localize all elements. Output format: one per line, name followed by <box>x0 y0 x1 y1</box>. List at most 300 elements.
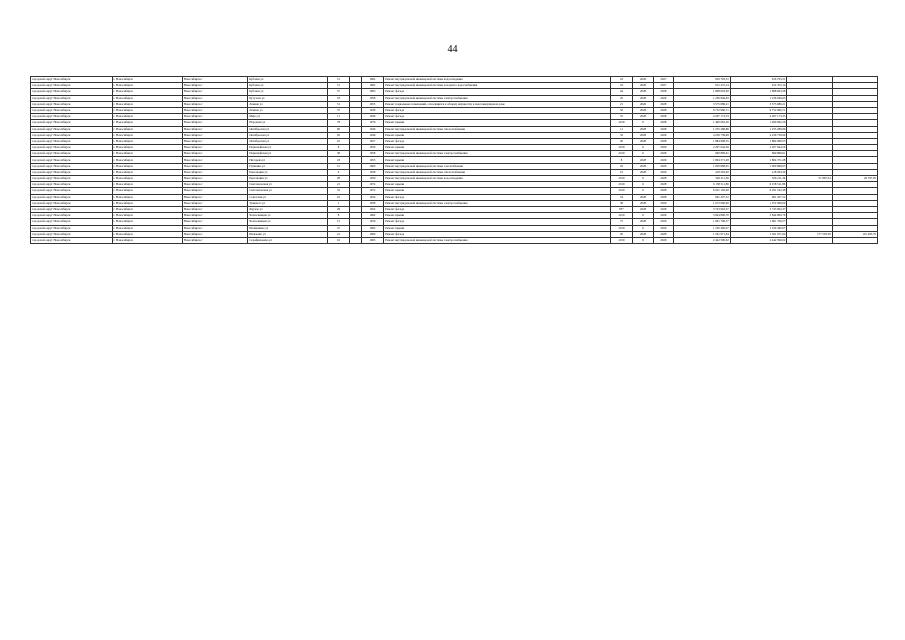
table-cell: 1 661 706,57 <box>730 219 787 225</box>
table-cell: Первомайская ул <box>248 145 327 151</box>
table-cell: Новосибирск г <box>182 107 248 113</box>
table-cell: 16 <box>327 237 350 243</box>
table-cell: 32 <box>610 132 633 138</box>
table-cell: 1 490 062,26 <box>674 120 731 126</box>
table-cell: Ремонт внутридомовой инженерной системы водоотведения <box>384 77 610 83</box>
table-cell: 37 <box>327 107 350 113</box>
table-cell: Ремонт внутридомовой инженерной системы теплоснабжения <box>384 169 610 175</box>
table-cell: городской округ Новосибирск <box>31 151 113 157</box>
table-cell: Ремонт внутридомовой инженерной системы электроснабжения <box>384 237 610 243</box>
table-cell: 32 <box>327 188 350 194</box>
table-cell: 3 844 800,70 <box>674 213 731 219</box>
table-cell: 4 239 739,99 <box>674 132 731 138</box>
table-cell: Челюскинцев ул <box>248 213 327 219</box>
table-cell: 6 <box>633 225 653 231</box>
table-cell: 1 884 998,55 <box>730 138 787 144</box>
table-cell <box>832 237 877 243</box>
table-cell: Новосибирск г <box>182 157 248 163</box>
table-cell: Ремонт внутридомовой инженерной системы электроснабжения <box>384 200 610 206</box>
table-cell: 36 <box>327 151 350 157</box>
table-cell: Советская ул <box>248 194 327 200</box>
table-cell: 1 898 603,28 <box>674 89 731 95</box>
table-cell: Ремонт фасада <box>384 114 610 120</box>
table-cell: 1 255 286,86 <box>730 126 787 132</box>
table-cell: городской округ Новосибирск <box>31 138 113 144</box>
table-cell: 36 <box>610 200 633 206</box>
table-cell: Новосибирск г <box>182 138 248 144</box>
table-cell: 1958 <box>361 200 384 206</box>
table-cell: 2019 <box>610 176 633 182</box>
table-cell: 2028 <box>633 219 653 225</box>
table-cell: 21 <box>327 182 350 188</box>
table-cell: 2028 <box>653 89 673 95</box>
table-cell: 2026 <box>633 83 653 89</box>
table-cell: 2019 <box>610 225 633 231</box>
table-cell: Первомайская ул <box>248 151 327 157</box>
table-cell: Ремонт фасада <box>384 138 610 144</box>
table-cell: городской округ Новосибирск <box>31 182 113 188</box>
table-cell: Новосибирск г <box>182 132 248 138</box>
table-cell: 8 <box>327 213 350 219</box>
table-cell: городской округ Новосибирск <box>31 219 113 225</box>
table-cell: 61 <box>610 169 633 175</box>
table-cell: 912 472,14 <box>674 83 731 89</box>
table-cell: 11 <box>327 114 350 120</box>
table-cell: 4 267 173,33 <box>674 114 731 120</box>
table-cell: 1 561 971,64 <box>674 231 731 237</box>
table-cell: 1 255 286,86 <box>674 126 731 132</box>
table-cell: 2026 <box>633 101 653 107</box>
table-cell: 6 <box>633 151 653 157</box>
table-cell: 6 <box>633 188 653 194</box>
table-cell: 2 207 644,56 <box>674 145 731 151</box>
table-cell: г. Новосибирск <box>112 151 182 157</box>
table-cell: Новосибирск г <box>182 169 248 175</box>
table-cell: 1 884 998,55 <box>674 138 731 144</box>
table-cell: 2029 <box>653 225 673 231</box>
table-cell: Ремонт крыши <box>384 157 610 163</box>
table-cell: 2028 <box>633 169 653 175</box>
table-cell: Новосибирск г <box>182 176 248 182</box>
table-cell: г. Новосибирск <box>112 200 182 206</box>
table-cell: 1955 <box>361 101 384 107</box>
table-cell: 1 898 603,28 <box>730 89 787 95</box>
table-cell: г. Новосибирск <box>112 237 182 243</box>
table-cell: Новосибирск г <box>182 225 248 231</box>
table-cell: Новосибирск г <box>182 182 248 188</box>
table-cell: 1939 <box>361 107 384 113</box>
table-cell: Писарева ул <box>248 157 327 163</box>
table-cell: 16 <box>327 194 350 200</box>
table-cell: 1960 <box>361 231 384 237</box>
table-cell: городской округ Новосибирск <box>31 95 113 101</box>
table-cell: Ремонт фасада <box>384 107 610 113</box>
table-cell: 690 869,61 <box>730 151 787 157</box>
table-cell: 2028 <box>633 231 653 237</box>
table-cell: 2028 <box>633 89 653 95</box>
table-cell: 2028 <box>653 107 673 113</box>
table-cell: городской округ Новосибирск <box>31 206 113 212</box>
table-cell: 2 442 590,02 <box>730 237 787 243</box>
table-cell: Ремонт внутридомовой инженерной системы газоснабжения <box>384 163 610 169</box>
table-cell: 6 <box>633 182 653 188</box>
table-cell: 2019 <box>610 182 633 188</box>
table-cell: Революции ул <box>248 169 327 175</box>
table-cell: 2 207 644,56 <box>730 145 787 151</box>
table-cell: 55 <box>610 114 633 120</box>
table-cell: 2028 <box>653 182 673 188</box>
table-cell: 43 <box>610 163 633 169</box>
table-cell: 1 236 946,63 <box>730 95 787 101</box>
table-cell: 2019 <box>610 213 633 219</box>
table-cell: Октябрьская ул <box>248 138 327 144</box>
table-cell: 1946 <box>361 126 384 132</box>
table-cell: 1959 <box>361 145 384 151</box>
table-cell: 50 <box>610 107 633 113</box>
table-cell: 2028 <box>653 114 673 120</box>
table-cell: 6 <box>633 176 653 182</box>
table-cell: Шевченко ул <box>248 231 327 237</box>
table-cell: 2029 <box>653 219 673 225</box>
table-cell: 51 <box>327 101 350 107</box>
table-cell: Ремонт подвальных помещений, относящихся к общему имуществу в многоквартирном доме <box>384 101 610 107</box>
table-cell: Ремонт крыши <box>384 188 610 194</box>
table-cell: Ремонт крыши <box>384 182 610 188</box>
table-cell: 8 <box>610 157 633 163</box>
table-cell: городской округ Новосибирск <box>31 163 113 169</box>
table-cell: 816 793,51 <box>674 77 731 83</box>
table-cell: 2028 <box>653 151 673 157</box>
table-cell: 6 752 960,71 <box>674 107 731 113</box>
table-cell: г. Новосибирск <box>112 163 182 169</box>
table-cell: Серафимовича ул <box>248 237 327 243</box>
table-cell: 690 869,61 <box>674 151 731 157</box>
table-cell: 2028 <box>653 231 673 237</box>
table-cell: 1 661 706,57 <box>674 219 731 225</box>
table-cell: 2028 <box>633 114 653 120</box>
table-cell: 1962 <box>361 77 384 83</box>
table-cell: 6 158 511,86 <box>674 182 731 188</box>
table-cell: 1954 <box>361 194 384 200</box>
table-cell: 2028 <box>633 132 653 138</box>
table-cell: городской округ Новосибирск <box>31 145 113 151</box>
table-cell: г. Новосибирск <box>112 132 182 138</box>
table-cell: городской округ Новосибирск <box>31 169 113 175</box>
table-cell: 28 <box>327 206 350 212</box>
table-cell: городской округ Новосибирск <box>31 77 113 83</box>
table-cell: Новосибирск г <box>182 206 248 212</box>
table-cell: Ремонт крыши <box>384 225 610 231</box>
table-cell: городской округ Новосибирск <box>31 157 113 163</box>
table-cell: 1 561 971,64 <box>730 231 787 237</box>
table-cell: 912 472,14 <box>730 83 787 89</box>
table-cell: 1962 <box>361 83 384 89</box>
table-cell: г. Новосибирск <box>112 188 182 194</box>
table-cell: 2028 <box>653 176 673 182</box>
table-cell: 1963 <box>361 89 384 95</box>
table-cell: Ремонт крыши <box>384 145 610 151</box>
table-cell: 1972 <box>361 188 384 194</box>
table-cell: 2029 <box>653 132 673 138</box>
table-cell: 1 804 371,28 <box>730 157 787 163</box>
table-cell: 6 <box>633 237 653 243</box>
table-cell: г. Новосибирск <box>112 182 182 188</box>
table-cell: 1946 <box>361 132 384 138</box>
table-cell: г. Новосибирск <box>112 77 182 83</box>
table-cell: 90 <box>327 126 350 132</box>
table-cell: 44 <box>610 89 633 95</box>
table-cell: Октябрьская ул <box>248 126 327 132</box>
table-cell: городской округ Новосибирск <box>31 237 113 243</box>
table-cell: 1954 <box>361 206 384 212</box>
table-cell: Ремонт фасада <box>384 89 610 95</box>
table-cell: 2027 <box>653 83 673 89</box>
table-cell: 20 <box>610 138 633 144</box>
table-cell: городской округ Новосибирск <box>31 225 113 231</box>
table-cell: городской округ Новосибирск <box>31 120 113 126</box>
table-cell: городской округ Новосибирск <box>31 107 113 113</box>
table-cell: Новосибирск г <box>182 151 248 157</box>
table-cell: 6 <box>633 145 653 151</box>
table-cell: 961 207,52 <box>730 194 787 200</box>
table-cell: 51 897,54 <box>787 176 832 182</box>
table-cell: г. Новосибирск <box>112 126 182 132</box>
table-cell: 2028 <box>653 188 673 194</box>
table-cell: 1976 <box>361 120 384 126</box>
table-cell: 2019 <box>610 188 633 194</box>
table-cell: г. Новосибирск <box>112 213 182 219</box>
table-cell: 11 <box>610 126 633 132</box>
table-cell: Новосибирск г <box>182 114 248 120</box>
table-cell: 15 <box>327 219 350 225</box>
table-cell: Новосибирск г <box>182 89 248 95</box>
table-cell: 78 <box>327 120 350 126</box>
table-cell: 1958 <box>361 169 384 175</box>
table-cell: 1957 <box>361 138 384 144</box>
table-cell: 1955 <box>361 157 384 163</box>
table-cell: 326 211,36 <box>730 176 787 182</box>
table-row <box>31 237 878 243</box>
table-cell: 57 <box>327 89 350 95</box>
table-cell: г. Новосибирск <box>112 231 182 237</box>
table-cell: городской округ Новосибирск <box>31 231 113 237</box>
table-cell: 2028 <box>653 194 673 200</box>
table-cell: 1962 <box>361 213 384 219</box>
table-cell: 3 844 800,70 <box>730 213 787 219</box>
table-cell: г. Новосибирск <box>112 89 182 95</box>
table-cell: 2028 <box>633 107 653 113</box>
table-cell: 2028 <box>633 163 653 169</box>
table-cell: Новосибирск г <box>182 194 248 200</box>
table-cell: 2029 <box>653 200 673 206</box>
table-cell: 1 072 060,00 <box>674 200 731 206</box>
table-cell: Новосибирск г <box>182 101 248 107</box>
table-cell: г. Новосибирск <box>112 219 182 225</box>
table-cell: Ремонт фасада <box>384 206 610 212</box>
table-cell: г. Новосибирск <box>112 120 182 126</box>
page-number: 44 <box>447 44 458 55</box>
table-cell: городской округ Новосибирск <box>31 132 113 138</box>
table-cell: 2028 <box>633 194 653 200</box>
table-cell: Новосибирск г <box>182 219 248 225</box>
table-cell: 15 <box>327 163 350 169</box>
table-cell: 177 503,58 <box>787 231 832 237</box>
table-cell: Ремонт фасада <box>384 219 610 225</box>
table-cell: 1963 <box>361 237 384 243</box>
table-cell: 51 <box>327 83 350 89</box>
table-cell: 18 <box>327 157 350 163</box>
table-cell: городской округ Новосибирск <box>31 176 113 182</box>
table-cell: Ремонт внутридомовой инженерной системы электроснабжения <box>384 151 610 157</box>
table-cell: Ремонт крыши <box>384 213 610 219</box>
table-cell <box>350 237 361 243</box>
table-cell: Новосибирск г <box>182 126 248 132</box>
table-cell: г. Новосибирск <box>112 194 182 200</box>
table-cell: г. Новосибирск <box>112 169 182 175</box>
table-cell: 418 263,20 <box>674 169 731 175</box>
table-cell: 2019 <box>610 145 633 151</box>
table-cell: г. Новосибирск <box>112 145 182 151</box>
table-cell: г. Новосибирск <box>112 225 182 231</box>
table-cell: Пушкина ул <box>248 163 327 169</box>
table-cell: 2029 <box>653 237 673 243</box>
table-cell: Ремонт внутридомовой инженерной системы теплоснабжения <box>384 126 610 132</box>
table-cell: Кубовая ул <box>248 77 327 83</box>
table-cell: 6 752 960,71 <box>730 107 787 113</box>
table-cell: Новосибирск г <box>182 213 248 219</box>
table-cell: г. Новосибирск <box>112 206 182 212</box>
table-cell: Новосибирск г <box>182 231 248 237</box>
table-cell: 326 211,36 <box>674 176 731 182</box>
table-cell: 20 <box>610 231 633 237</box>
table-cell: 1 230 460,07 <box>730 225 787 231</box>
table-cell: 2029 <box>653 169 673 175</box>
table-cell: 3 575 686,21 <box>674 101 731 107</box>
table-cell: 43 <box>610 83 633 89</box>
table-cell: 2019 <box>610 237 633 243</box>
table-cell: 21 <box>610 101 633 107</box>
table-cell: Новосибирск г <box>182 188 248 194</box>
table-cell: городской округ Новосибирск <box>31 194 113 200</box>
table-cell: Ремонт внутридомовой инженерной системы холодного водоснабжения <box>384 83 610 89</box>
table-cell: 1974 <box>361 182 384 188</box>
table-cell: 3 575 686,21 <box>730 101 787 107</box>
table-cell: городской округ Новосибирск <box>31 89 113 95</box>
table-cell: Ремонт фасада <box>384 194 610 200</box>
table-cell: 10 <box>327 138 350 144</box>
table-cell: 75 <box>610 219 633 225</box>
table-cell: Мира ул <box>248 114 327 120</box>
table-cell: Светлановская ул <box>248 182 327 188</box>
table-cell: Ленина ул <box>248 101 327 107</box>
table-cell: Ремонт крыши <box>384 132 610 138</box>
table-cell: Новосибирск г <box>182 95 248 101</box>
table-cell: городской округ Новосибирск <box>31 213 113 219</box>
table-cell: 1956 <box>361 219 384 225</box>
table-cell: 6 <box>633 120 653 126</box>
table-cell: 1958 <box>361 95 384 101</box>
table-cell: Кутузова ул <box>248 95 327 101</box>
table-cell: 21 <box>327 231 350 237</box>
table-cell: 1958 <box>361 151 384 157</box>
table-cell <box>787 237 832 243</box>
table-cell: 6 291 192,48 <box>730 188 787 194</box>
table-cell: г. Новосибирск <box>112 83 182 89</box>
table-cell: Новосибирск г <box>182 145 248 151</box>
table-cell: городской округ Новосибирск <box>31 188 113 194</box>
table-cell: Челюскинцев ул <box>248 219 327 225</box>
table-cell: Новосибирск г <box>182 237 248 243</box>
table-cell: 1 804 371,28 <box>674 157 731 163</box>
table-cell: Ремонт внутридомовой инженерной системы электроснабжения <box>384 95 610 101</box>
table-cell: 6 <box>327 169 350 175</box>
table-cell: 18 <box>327 95 350 101</box>
table-cell: Новосибирск г <box>182 163 248 169</box>
table-cell: 54 <box>610 194 633 200</box>
table-cell: 2019 <box>610 151 633 157</box>
table-cell: 418 263,20 <box>730 169 787 175</box>
table-cell: 2028 <box>653 206 673 212</box>
table-cell: Ленина ул <box>248 107 327 113</box>
table-cell: 2028 <box>633 126 653 132</box>
table-cell: 6 158 511,86 <box>730 182 787 188</box>
table-cell: г. Новосибирск <box>112 114 182 120</box>
table-cell: Новосибирск г <box>182 120 248 126</box>
table-cell: 191 483,70 <box>832 231 877 237</box>
table-cell: 1 230 460,07 <box>674 225 731 231</box>
table-cell: 1960 <box>361 163 384 169</box>
table-cell: 1 000 868,05 <box>730 163 787 169</box>
table-cell: Новосибирск г <box>182 77 248 83</box>
table-cell: 4 239 739,99 <box>730 132 787 138</box>
table-cell: городской округ Новосибирск <box>31 114 113 120</box>
table-cell: 2029 <box>653 213 673 219</box>
table-cell: Новосибирск г <box>182 200 248 206</box>
table-cell: 2028 <box>653 138 673 144</box>
table-cell: 6 291 192,48 <box>674 188 731 194</box>
table-cell: 1959 <box>361 176 384 182</box>
data-table <box>30 76 878 244</box>
table-cell: 1 490 062,26 <box>730 120 787 126</box>
table-cell: 1 236 946,63 <box>674 95 731 101</box>
table-cell: Фрунзе ул <box>248 206 327 212</box>
table-cell: Новосибирск г <box>182 83 248 89</box>
table-cell: 2028 <box>633 95 653 101</box>
table-cell: г. Новосибирск <box>112 101 182 107</box>
table-cell: 1949 <box>361 114 384 120</box>
table-cell: Октябрьская ул <box>248 132 327 138</box>
table-cell: 2 442 590,02 <box>674 237 731 243</box>
table-cell: г. Новосибирск <box>112 95 182 101</box>
table-cell: Ремонт фасада <box>384 231 610 237</box>
table-cell: Кубовая ул <box>248 89 327 95</box>
table-cell: 816 793,51 <box>730 77 787 83</box>
table-cell: 2028 <box>633 206 653 212</box>
table-cell: 2028 <box>653 120 673 126</box>
table-cell: городской округ Новосибирск <box>31 101 113 107</box>
table-cell: 3 743 992,37 <box>674 206 731 212</box>
table-cell: 2028 <box>633 157 653 163</box>
table-cell: 2028 <box>653 126 673 132</box>
table-cell: Кубовая ул <box>248 83 327 89</box>
table-cell: 6 <box>633 213 653 219</box>
table-cell: Ремонт крыши <box>384 120 610 126</box>
table-cell: 2028 <box>633 200 653 206</box>
table-cell: 2029 <box>653 163 673 169</box>
table-cell: г. Новосибирск <box>112 138 182 144</box>
table-cell: 2029 <box>653 95 673 101</box>
table-cell: Светлановская ул <box>248 188 327 194</box>
